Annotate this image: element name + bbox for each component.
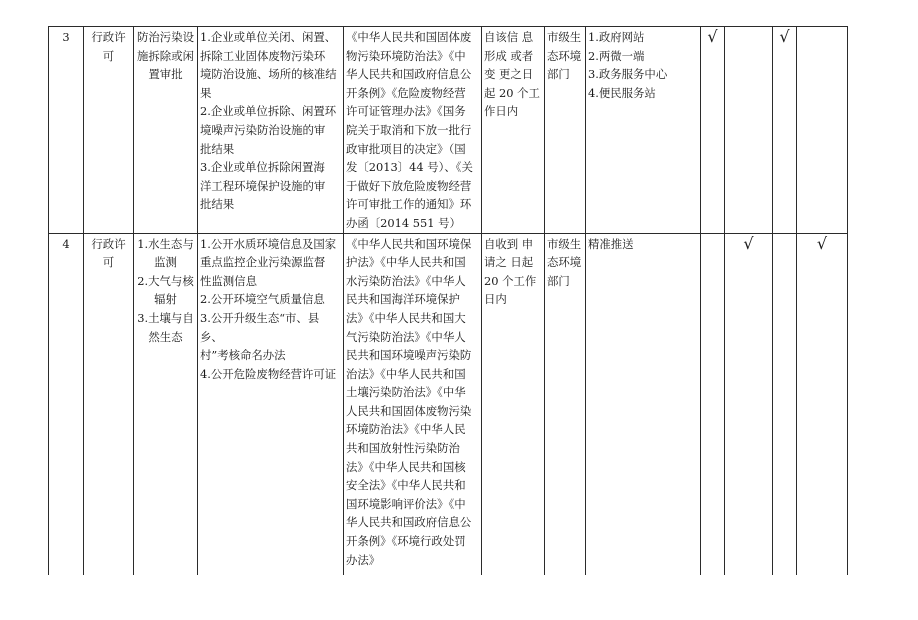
legal-basis-line: 办函〔2014 551 号） (346, 215, 461, 230)
disclosure-channel-line: 1.政府网站 (588, 30, 645, 44)
disclosure-content-cell (198, 27, 344, 234)
legal-basis-line: 《中华人民共和国环境保 (346, 236, 472, 251)
legal-basis-line: 治法》《中华人民共和国 (346, 366, 466, 381)
disclosure-channel-line: 3.政务服务中心 (588, 67, 668, 82)
check-cell (725, 27, 773, 234)
disclosure-time-line: 变 更之日 (484, 67, 534, 82)
disclosure-time-line: 20 个工作 (484, 273, 537, 288)
legal-basis-line: 国环境影响评价法》《中 (346, 496, 466, 511)
legal-basis-line: 护法》《中华人民共和国 (346, 255, 466, 270)
legal-basis-line: 发〔2013〕44 号）、《关 (346, 160, 473, 175)
legal-basis-line: 华人民共和国政府信息公 (346, 515, 472, 530)
legal-basis-line: 民共和国环境噪声污染防 (346, 348, 472, 363)
disclosure-content-line: 重点监控企业污染源监督 (200, 255, 326, 270)
disclosure-content-line: 2.公开环境空气质量信息 (200, 292, 325, 307)
disclosure-content-line: 2.企业或单位拆除、闲置环 (200, 104, 337, 119)
row-number: 3 (62, 30, 70, 44)
disclosure-content-line: 拆除工业固体废物污染环 (200, 48, 326, 63)
disclosure-content-line: 4.公开危险废物经营许可证 (200, 366, 337, 381)
disclosure-subject-line: 市级生 (547, 236, 582, 251)
legal-basis-line: 许可审批工作的通知》环 (346, 197, 472, 212)
disclosure-channel-line: 4.便民服务站 (588, 85, 656, 100)
legal-basis-line: 法》《中华人民共和国核 (346, 459, 466, 474)
item-name-line: 3.土壤与自 (137, 310, 194, 325)
disclosure-subject-line: 态环境 (547, 255, 582, 270)
legal-basis-cell (344, 27, 482, 234)
table-row (49, 233, 848, 575)
legal-basis-cell (344, 233, 482, 575)
disclosure-content-line: 境噪声污染防治设施的审 (200, 122, 326, 137)
disclosure-content-line: 村”考核命名办法 (200, 348, 286, 363)
item-type-line: 可 (102, 48, 115, 63)
disclosure-content-line: 1.公开水质环境信息及国家 (200, 236, 337, 251)
check-mark-icon: √ (816, 233, 828, 253)
disclosure-subject-cell (545, 27, 586, 234)
item-type-line: 行政许 (91, 236, 126, 251)
legal-basis-line: 民共和国海洋环境保护 (346, 292, 460, 307)
item-name-line: 然生态 (148, 329, 183, 344)
legal-basis-line: 开条例》《危险废物经营 (346, 85, 466, 100)
item-name-line: 置审批 (148, 67, 183, 82)
item-type-cell (84, 27, 134, 234)
check-cell (701, 233, 725, 575)
item-name-line: 防治污染设 (137, 30, 194, 44)
legal-basis-line: 气污染防治法》《中华人 (346, 329, 466, 344)
disclosure-subject-line: 市级生 (547, 30, 582, 44)
disclosure-time-line: 起 20 个工 (484, 85, 540, 100)
disclosure-channel-line: 精准推送 (588, 236, 634, 251)
disclosure-content-line: 性监测信息 (200, 273, 257, 288)
check-cell (773, 233, 797, 575)
disclosure-table (48, 26, 848, 575)
check-cell (797, 27, 848, 234)
disclosure-time-cell (482, 27, 545, 234)
disclosure-time-line: 形成 或者 (484, 48, 534, 63)
legal-basis-line: 共和国放射性污染防治 (346, 441, 460, 456)
disclosure-content-line: 境防治设施、场所的核准结 (200, 67, 337, 82)
check-cell (701, 27, 725, 234)
disclosure-time-line: 自收到 申 (484, 236, 534, 251)
legal-basis-line: 土壤污染防治法》《中华 (346, 385, 466, 400)
disclosure-time-line: 自该信 息 (484, 30, 534, 44)
row-number: 4 (62, 236, 70, 251)
item-type-cell (84, 233, 134, 575)
legal-basis-line: 许可证管理办法》《国务 (346, 104, 466, 119)
row-number-cell (49, 27, 84, 234)
disclosure-content-line: 果 (200, 85, 212, 100)
legal-basis-line: 法》《中华人民共和国大 (346, 310, 466, 325)
item-type-line: 行政许 (91, 30, 126, 44)
item-name-line: 施拆除或闲 (137, 48, 194, 63)
disclosure-time-line: 请之 日起 (484, 255, 534, 270)
legal-basis-line: 政审批项目的决定》（国 (346, 141, 466, 156)
legal-basis-line: 华人民共和国政府信息公 (346, 67, 472, 82)
item-type-line: 可 (102, 255, 115, 270)
disclosure-time-cell (482, 233, 545, 575)
check-mark-icon: √ (779, 27, 790, 46)
item-name-cell (134, 27, 198, 234)
legal-basis-line: 人民共和国固体废物污染 (346, 403, 472, 418)
disclosure-channel-cell (586, 233, 701, 575)
check-cell (725, 233, 773, 575)
legal-basis-line: 《中华人民共和国固体废 (346, 30, 472, 44)
disclosure-time-line: 日内 (484, 292, 507, 307)
check-mark-icon: √ (743, 233, 754, 253)
disclosure-content-line: 洋工程环境保护设施的审 (200, 178, 326, 193)
item-name-line: 1.水生态与 (137, 236, 194, 251)
check-cell (773, 27, 797, 234)
item-name-line: 监测 (154, 255, 177, 270)
legal-basis-line: 开条例》《环境行政处罚 (346, 534, 466, 549)
item-name-cell (134, 233, 198, 575)
disclosure-channel-cell (586, 27, 701, 234)
disclosure-content-line: 3.公开升级生态“市、县乡、 (200, 310, 320, 344)
disclosure-channel-line: 2.两微一端 (588, 48, 645, 63)
table-row (49, 27, 848, 234)
legal-basis-line: 于做好下放危险废物经营 (346, 178, 472, 193)
disclosure-subject-line: 部门 (547, 273, 570, 288)
item-name-line: 辐射 (154, 292, 177, 307)
row-number-cell (49, 233, 84, 575)
disclosure-content-cell (198, 233, 344, 575)
disclosure-subject-cell (545, 233, 586, 575)
disclosure-content-line: 批结果 (200, 197, 235, 212)
disclosure-subject-line: 态环境 (547, 48, 582, 63)
check-mark-icon: √ (707, 27, 718, 46)
disclosure-content-line: 3.企业或单位拆除闲置海 (200, 160, 325, 175)
disclosure-content-line: 1.企业或单位关闭、闲置、 (200, 30, 337, 44)
item-name-line: 2.大气与核 (137, 273, 194, 288)
legal-basis-line: 办法》 (346, 552, 381, 567)
legal-basis-line: 物污染环境防治法》《中 (346, 48, 466, 63)
legal-basis-line: 安全法》《中华人民共和 (346, 478, 466, 493)
disclosure-subject-line: 部门 (547, 67, 570, 82)
disclosure-content-line: 批结果 (200, 141, 235, 156)
disclosure-time-line: 作日内 (484, 104, 519, 119)
legal-basis-line: 环境防治法》《中华人民 (346, 422, 466, 437)
legal-basis-line: 水污染防治法》《中华人 (346, 273, 466, 288)
check-cell (797, 233, 848, 575)
legal-basis-line: 院关于取消和下放一批行 (346, 122, 472, 137)
